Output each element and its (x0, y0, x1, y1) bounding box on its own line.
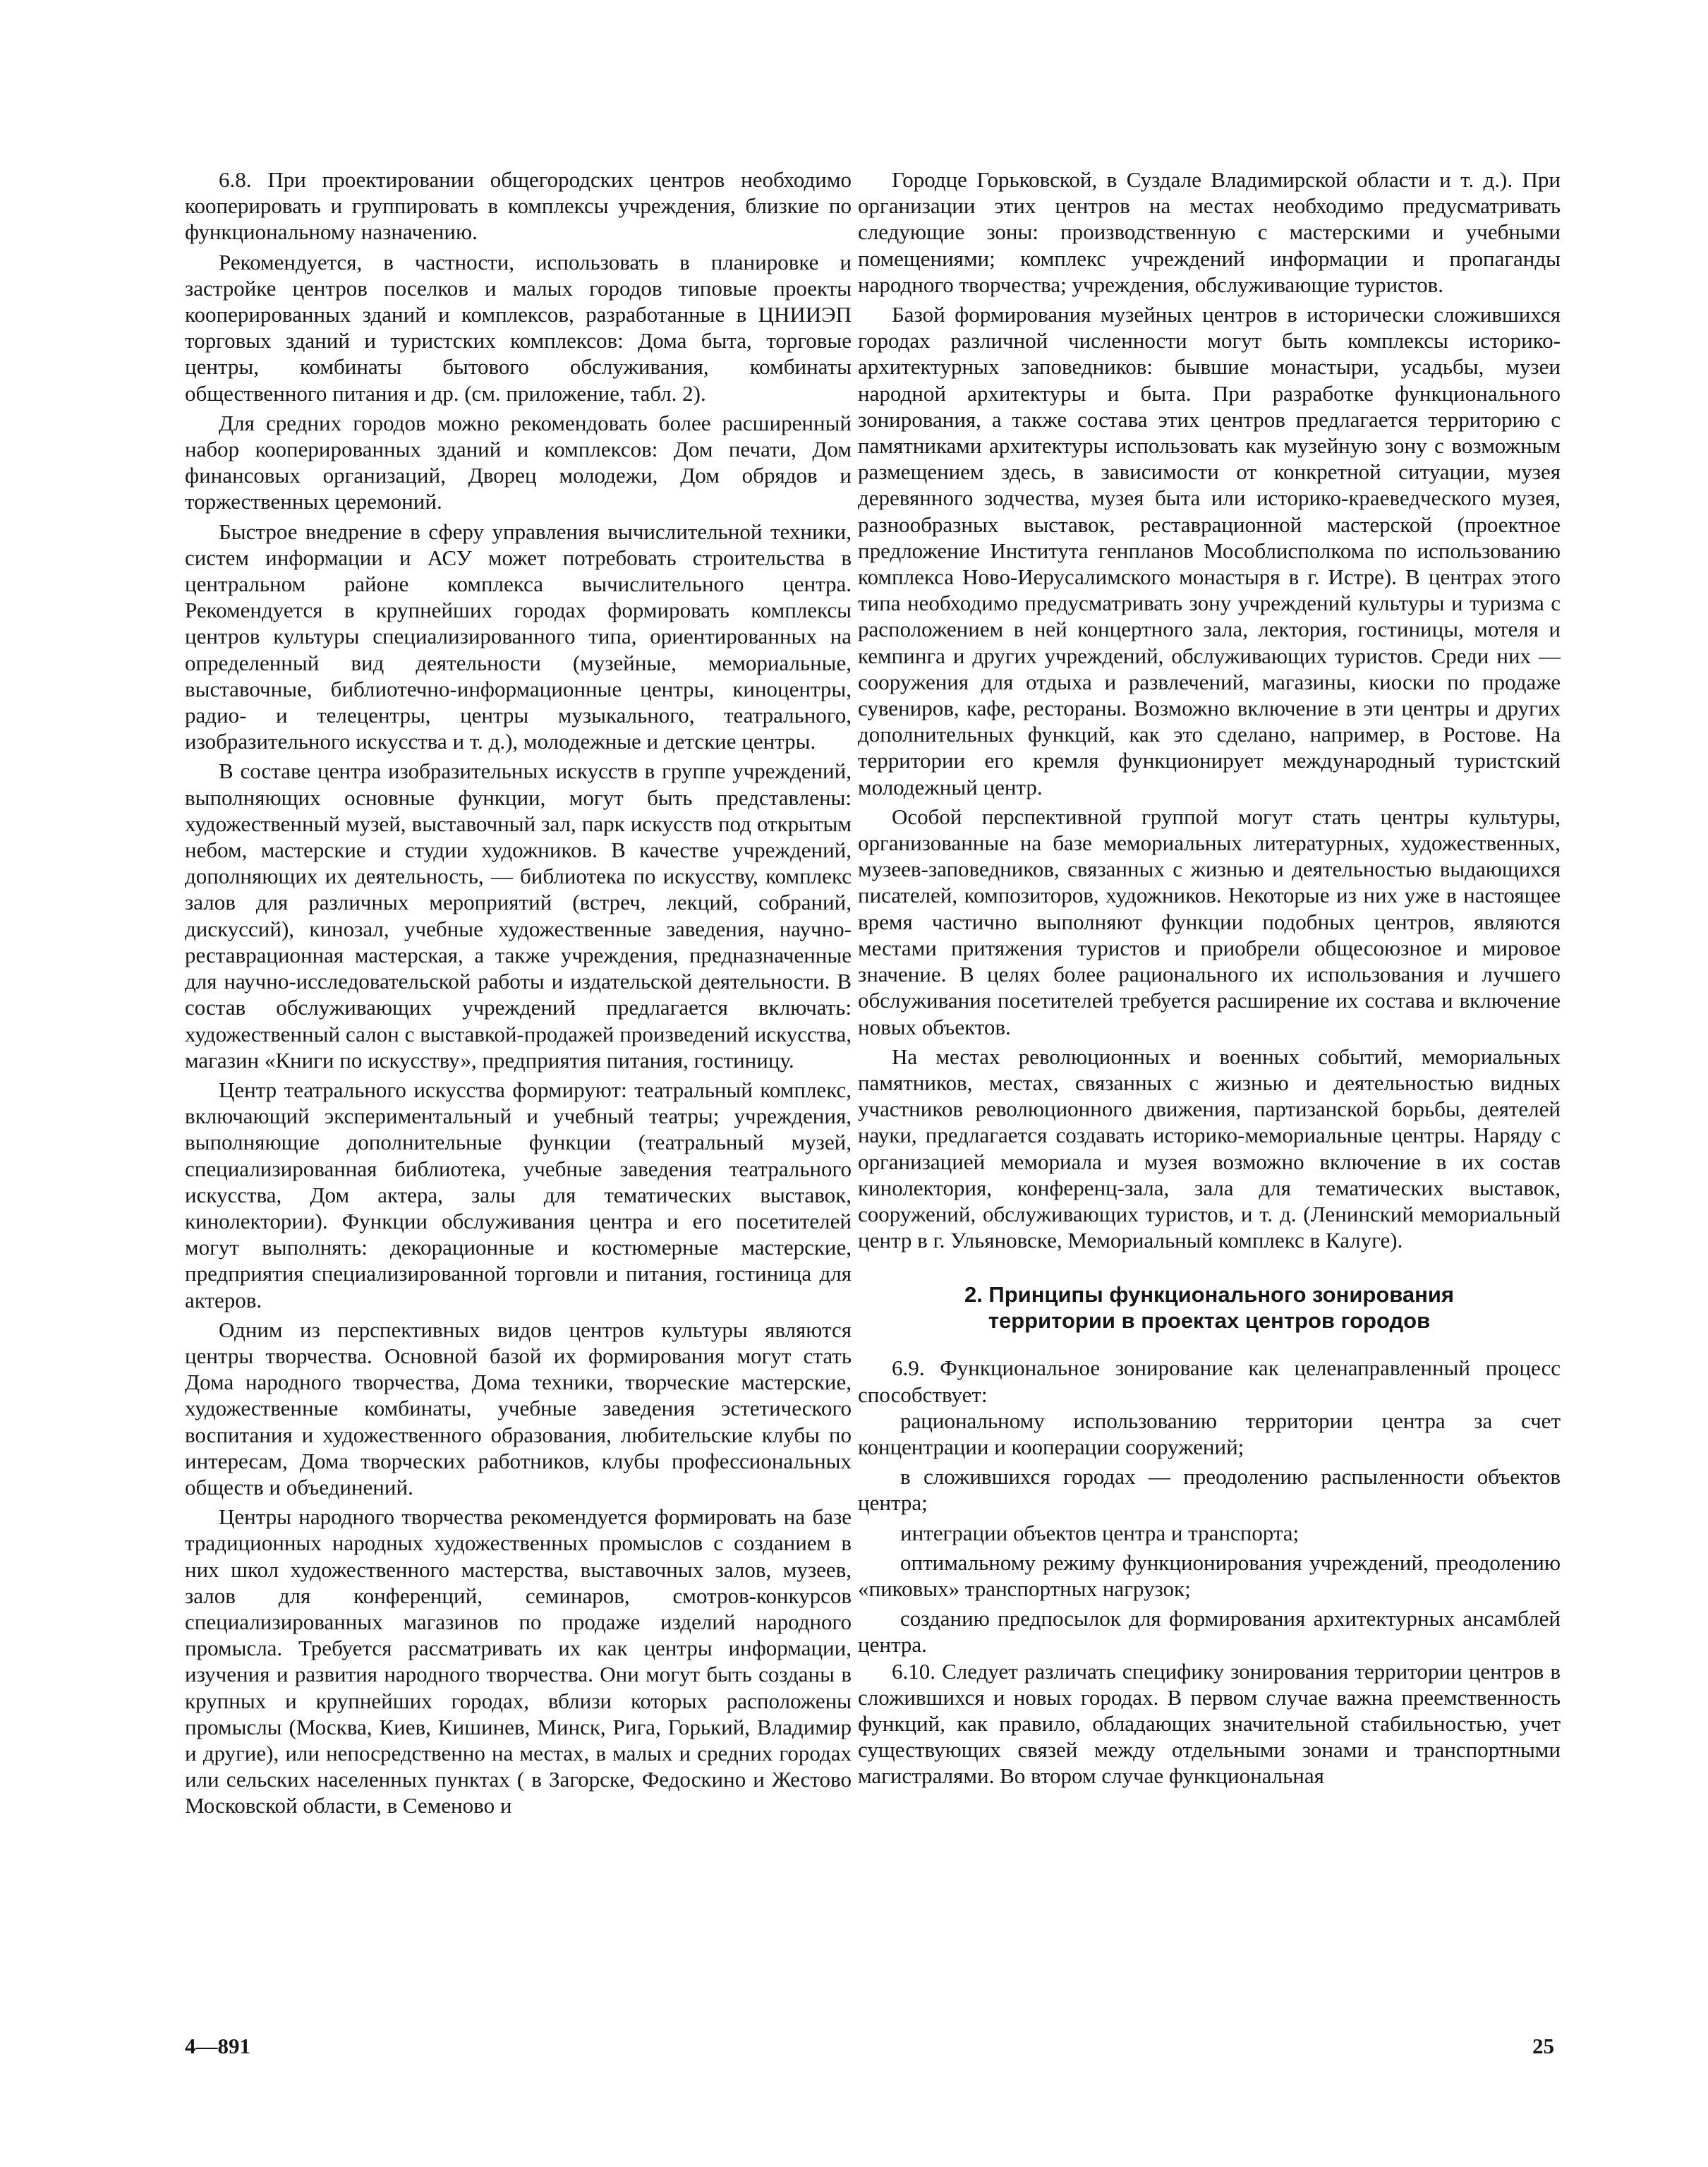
list-item: интеграции объектов центра и транспорта; (900, 1520, 1300, 1545)
paragraph: Для средних городов можно рекомендовать более расширенный набор кооперированных зданий и комплексов: Дом печати, Дом финансовых организаций, Дворец молодежи, Дом обрядов и торжественных церемоний. (185, 410, 852, 514)
paragraph: Центр театрального искусства формируют: театральный комплекс, включающий экспериментальный и учебный театры; учреждения, выполняющие дополнительные функции (театральный музей, специализированная библиотека, учебные заведения театрального искусства, Дом актера, залы для тематических выставок, кинолектории). Функции обслуживания центра и его посетителей могут выполнять: декорационные и костюмерные мастерские, предприятия специализированной торговли и питания, гостиница для актеров. (185, 1077, 852, 1312)
paragraph: Рекомендуется, в частности, использовать в планировке и застройке центров поселков и малых городов типовые проекты кооперированных зданий и комплексов, разработанные в ЦНИИЭП торговых зданий и туристских комплексов: Дома быта, торговые центры, комбинаты бытового обслуживания, комбинаты общественного питания и др. (см. приложение, табл. 2). (185, 249, 852, 406)
list (858, 1408, 1561, 1658)
paragraph: 6.10. Следует различать специфику зонирования территории центров в сложившихся и новых городах. В первом случае важна преемственность функций, как правило, обладающих значительной стабильностью, учет существующих связей между отдельными зонами и транспортными магистралями. Во втором случае функциональная (858, 1658, 1561, 1789)
right-column (858, 167, 1561, 1789)
left-column (185, 167, 852, 1819)
list-item: оптимальному режиму функционирования учреждений, преодолению «пиковых» транспортных нагрузок; (858, 1550, 1561, 1601)
paragraph: Быстрое внедрение в сферу управления вычислительной техники, систем информации и АСУ может потребовать строительства в центральном районе комплекса вычислительного центра. Рекомендуется в крупнейших городах формировать комплексы центров культуры специализированного типа, ориентированных на определенный вид деятельности (музейные, мемориальные, выставочные, библиотечно-информационные центры, киноцентры, радио- и телецентры, центры музыкального, театрального, изобразительного искусства и т. д.), молодежные и детские центры. (185, 519, 852, 754)
paragraph: На местах революционных и военных событий, мемориальных памятников, местах, связанных с жизнью и деятельностью видных участников революционного движения, партизанской борьбы, деятелей науки, предлагается создавать историко-мемориальные центры. Наряду с организацией мемориала и музея возможно включение в их состав кинолектория, конференц-зала, зала для тематических выставок, сооружений, обслуживающих туристов, и т. д. (Ленинский мемориальный центр в г. Ульяновске, Мемориальный комплекс в Калуге). (858, 1044, 1561, 1253)
paragraph: В составе центра изобразительных искусств в группе учреждений, выполняющих основные функции, могут быть представлены: художественный музей, выставочный зал, парк искусств под открытым небом, мастерские и студии художников. В качестве учреждений, дополняющих их деятельность, — библиотека по искусству, комплекс залов для различных мероприятий (встреч, лекций, собраний, дискуссий), кинозал, учебные художественные заведения, научно-реставрационная мастерская, а также учреждения, предназначенные для научно-исследовательской работы и издательской деятельности. В состав обслуживающих учреждений предлагается включать: художественный салон с выставкой-продажей произведений искусства, магазин «Книги по искусству», предприятия питания, гостиницу. (185, 759, 852, 1073)
paragraph: Одним из перспективных видов центров культуры являются центры творчества. Основной базой их формирования могут стать Дома народного творчества, Дома техники, творческие мастерские, художественные комбинаты, учебные заведения эстетического воспитания и художественного образования, любительские клубы по интересам, Дома творческих работников, клубы профессиональных обществ и объединений. (185, 1317, 852, 1499)
paragraph: Городце Горьковской, в Суздале Владимирской области и т. д.). При организации этих центров на местах необходимо предусматривать следующие зоны: производственную с мастерскими и учебными помещениями; комплекс учреждений информации и пропаганды народного творчества; учреждения, обслуживающие туристов. (858, 167, 1561, 297)
signature-mark: 4—891 (185, 2034, 250, 2058)
paragraph: 6.9. Функциональное зонирование как целенаправленный процесс способствует: (858, 1356, 1561, 1407)
paragraph: Базой формирования музейных центров в исторически сложившихся городах различной численности могут быть комплексы историко-архитектурных заповедников: бывшие монастыри, усадьбы, музеи народной архитектуры и быта. При разработке функционального зонирования, а также состава этих центров предлагается территорию с памятниками архитектуры использовать как музейную зону с возможным размещением здесь, в зависимости от конкретной ситуации, музея деревянного зодчества, музея быта или историко-краеведческого музея, разнообразных выставок, реставрационной мастерской (проектное предложение Института генпланов Мособлисполкома по использованию комплекса Ново-Иерусалимского монастыря в г. Истре). В центрах этого типа необходимо предусматривать зону учреждений культуры и туризма с расположением в ней концертного зала, лектория, гостиницы, мотеля и кемпинга и других учреждений, обслуживающих туристов. Среди них — сооружения для отдыха и развлечений, магазины, киоски по продаже сувениров, кафе, рестораны. Возможно включение в эти центры и других дополнительных функций, как это сделано, например, в Ростове. На территории его кремля функционирует международный туристский молодежный центр. (858, 302, 1561, 799)
list-item: в сложившихся городах — преодолению распыленности объектов центра; (858, 1464, 1561, 1516)
section-heading-line: 2. Принципы функционального зонирования (964, 1282, 1455, 1308)
paragraph: Центры народного творчества рекомендуется формировать на базе традиционных народных художественных промыслов с созданием в них школ художественного мастерства, выставочных залов, музеев, залов для конференций, семинаров, смотров-конкурсов специализированных магазинов по продаже изделий народного промысла. Требуется рассматривать их как центры информации, изучения и развития народного творчества. Они могут быть созданы в крупных и крупнейших городах, вблизи которых расположены промыслы (Москва, Киев, Кишинев, Минск, Рига, Горький, Владимир и другие), или непосредственно на местах, в малых и средних городах или сельских населенных пунктах ( в Загорске, Федоскино и Жестово Московской области, в Семеново и (185, 1504, 852, 1818)
paragraph: Особой перспективной группой могут стать центры культуры, организованные на базе мемориальных литературных, художественных, музеев-заповедников, связанных с жизнью и деятельностью выдающихся писателей, композиторов, художников. Некоторые из них уже в настоящее время частично выполняют функции подобных центров, являются местами притяжения туристов и приобрели общесоюзное и мировое значение. В целях более рационального их использования и лучшего обслуживания посетителей требуется расширение их состава и включение новых объектов. (858, 804, 1561, 1039)
section-heading-line: территории в проектах центров городов (988, 1308, 1431, 1334)
page-number: 25 (1532, 2034, 1554, 2058)
list-item: рациональному использованию территории центра за счет концентрации и кооперации сооружений; (858, 1408, 1561, 1459)
paragraph: 6.8. При проектировании общегородских центров необходимо кооперировать и группировать в комплексы учреждения, близкие по функциональному назначению. (185, 167, 852, 245)
list-item: созданию предпосылок для формирования архитектурных ансамблей центра. (858, 1606, 1561, 1658)
section-heading (858, 1281, 1561, 1334)
